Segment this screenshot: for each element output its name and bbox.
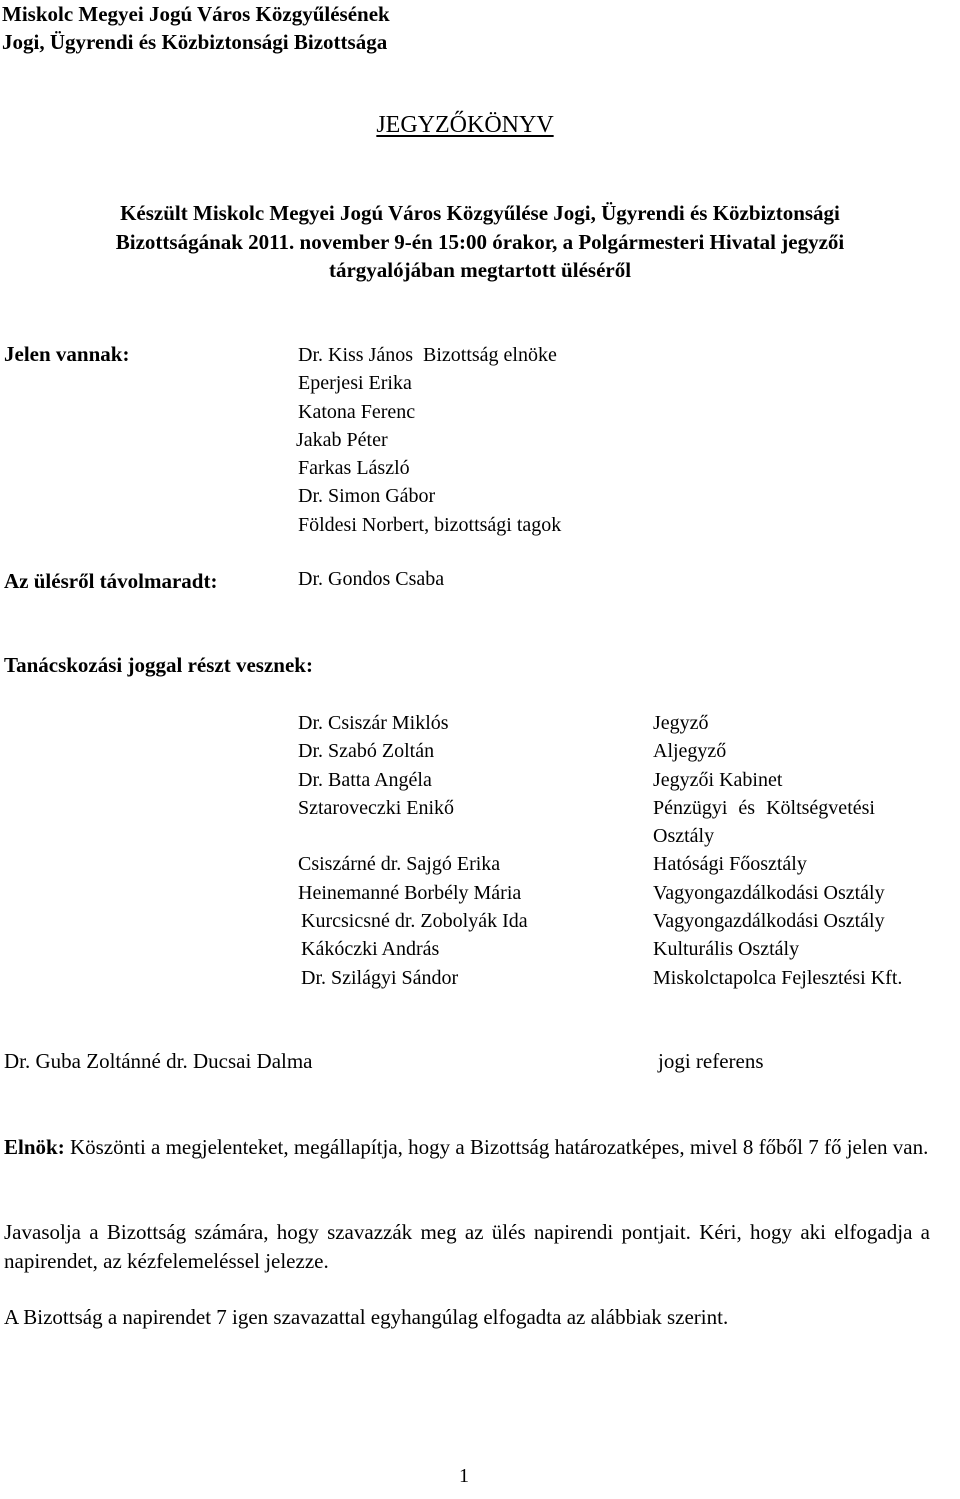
advisory-name: Sztaroveczki Enikő (298, 796, 455, 819)
agenda-proposal-paragraph: Javasolja a Bizottság számára, hogy szavazzák meg az ülés napirendi pontjait. Kéri, hogy aki elfogadja a napirendet, az kézfelemeléssel jelezze. (4, 1220, 930, 1273)
document-title: JEGYZŐKÖNYV (376, 112, 554, 138)
committee-name: Jogi, Ügyrendi és Közbiztonsági Bizottsága (2, 30, 388, 54)
page-number: 1 (459, 1465, 469, 1487)
advisory-name-empty (298, 822, 528, 850)
chair-label: Elnök: (4, 1135, 65, 1159)
advisory-role: Vagyongazdálkodási Osztály (653, 881, 885, 904)
referent-name: Dr. Guba Zoltánné dr. Ducsai Dalma (4, 1049, 313, 1073)
present-member: Farkas László (298, 457, 410, 480)
present-member: Földesi Norbert, bizottsági tagok (298, 513, 562, 536)
subtitle-line-2: Bizottságának 2011. november 9-én 15:00 órakor, a Polgármesteri Hivatal jegyzői (115, 230, 845, 254)
chair-statement-text: Köszönti a megjelenteket, megállapítja, hogy a Bizottság határozatképes, mivel 8 főből 7 fő jelen van. (64, 1135, 929, 1159)
advisory-label: Tanácskozási joggal részt vesznek: (4, 653, 313, 677)
subtitle-line-1: Készült Miskolc Megyei Jogú Város Közgyűlése Jogi, Ügyrendi és Közbiztonsági (120, 201, 840, 225)
absent-label: Az ülésről távolmaradt: (4, 569, 218, 593)
present-members-list (298, 341, 561, 539)
advisory-role: Kulturális Osztály (653, 938, 800, 961)
advisory-role: Vagyongazdálkodási Osztály (653, 910, 885, 933)
advisory-name: Kákóczki András (301, 938, 440, 961)
advisory-roles (653, 709, 902, 992)
subtitle-line-3: tárgyalójában megtartott üléséről (328, 258, 632, 282)
present-member: Jakab Péter (296, 428, 388, 451)
present-member: Eperjesi Erika (298, 372, 412, 395)
chair-statement-paragraph (4, 1133, 930, 1162)
advisory-name: Csiszárné dr. Sajgó Erika (298, 853, 501, 876)
advisory-name: Heinemanné Borbély Mária (298, 881, 522, 904)
advisory-role: Jegyzői Kabinet (653, 768, 783, 791)
advisory-name: Kurcsicsné dr. Zobolyák Ida (301, 910, 528, 933)
advisory-name: Dr. Szabó Zoltán (298, 740, 435, 763)
advisory-role: Jegyző (653, 712, 709, 734)
absent-name: Dr. Gondos Csaba (298, 568, 445, 590)
present-label: Jelen vannak: (4, 342, 130, 366)
advisory-role: Pénzügyi és Költségvetési (653, 796, 875, 819)
advisory-role: Aljegyző (653, 740, 727, 763)
organization-name: Miskolc Megyei Jogú Város Közgyűlésének (2, 2, 390, 26)
present-member: Katona Ferenc (298, 400, 416, 423)
advisory-role: Hatósági Főosztály (653, 853, 807, 876)
advisory-role: Osztály (653, 825, 715, 848)
advisory-name: Dr. Szilágyi Sándor (301, 966, 459, 989)
present-member: Dr. Kiss János Bizottság elnöke (298, 344, 557, 366)
advisory-role: Miskolctapolca Fejlesztési Kft. (653, 966, 903, 989)
referent-role: jogi referens (658, 1049, 764, 1073)
present-member: Dr. Simon Gábor (298, 485, 436, 508)
advisory-name: Dr. Csiszár Miklós (298, 712, 449, 734)
advisory-names (298, 709, 528, 992)
agenda-vote-paragraph: A Bizottság a napirendet 7 igen szavazattal egyhangúlag elfogadta az alábbiak szerint. (4, 1305, 729, 1329)
advisory-name: Dr. Batta Angéla (298, 768, 432, 791)
